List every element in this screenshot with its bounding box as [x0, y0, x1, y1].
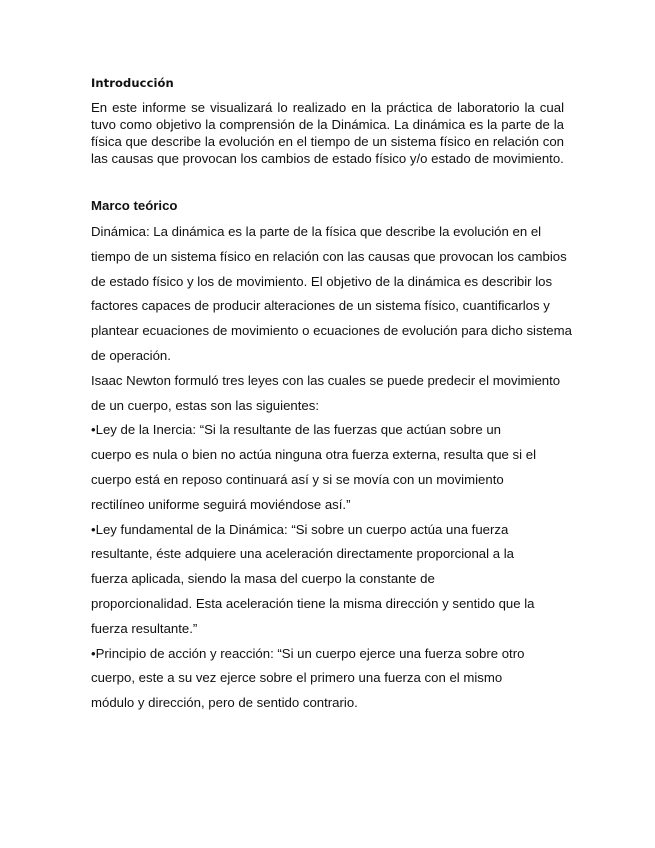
marco-line: •Principio de acción y reacción: “Si un cuerpo ejerce una fuerza sobre otro: [91, 645, 525, 661]
introduccion-heading: Introducción: [91, 76, 174, 90]
marco-line: fuerza resultante.”: [91, 620, 198, 636]
marco-line: tiempo de un sistema físico en relación con las causas que provocan los cambios: [91, 248, 567, 264]
introduccion-paragraph: En este informe se visualizará lo realizado en la práctica de laboratorio la cual tuvo como objetivo la comprensión de la Dinámica. La dinámica es la parte de la física que describe la evolución en el tiempo de un sistema físico en relación con las causas que provocan los cambios de estado físico y/o estado de movimiento.: [91, 100, 564, 166]
marco-teorico-body: [91, 220, 571, 716]
marco-line: factores capaces de producir alteraciones de un sistema físico, cuantificarlos y: [91, 298, 550, 314]
marco-line: de operación.: [91, 347, 171, 363]
marco-line: módulo y dirección, pero de sentido contrario.: [91, 695, 358, 711]
marco-line: rectilíneo uniforme seguirá moviéndose así.”: [91, 496, 351, 512]
marco-line: Isaac Newton formuló tres leyes con las cuales se puede predecir el movimiento: [91, 372, 561, 388]
marco-line: •Ley fundamental de la Dinámica: “Si sobre un cuerpo actúa una fuerza: [91, 521, 509, 537]
marco-line: resultante, éste adquiere una aceleración directamente proporcional a la: [91, 546, 514, 562]
marco-line: fuerza aplicada, siendo la masa del cuerpo la constante de: [91, 571, 435, 587]
marco-line: cuerpo es nula o bien no actúa ninguna otra fuerza externa, resulta que si el: [91, 447, 537, 463]
marco-line: cuerpo está en reposo continuará así y si se movía con un movimiento: [91, 471, 504, 487]
marco-line: de estado físico y los de movimiento. El objetivo de la dinámica es describir los: [91, 273, 553, 289]
marco-teorico-heading: Marco teórico: [91, 198, 178, 213]
marco-line: •Ley de la Inercia: “Si la resultante de las fuerzas que actúan sobre un: [91, 422, 502, 438]
marco-line: proporcionalidad. Esta aceleración tiene la misma dirección y sentido que la: [91, 595, 535, 611]
marco-line: Dinámica: La dinámica es la parte de la física que describe la evolución en el: [91, 224, 542, 239]
marco-line: cuerpo, este a su vez ejerce sobre el primero una fuerza con el mismo: [91, 670, 503, 686]
marco-line: plantear ecuaciones de movimiento o ecuaciones de evolución para dicho sistema: [91, 323, 572, 339]
marco-line: de un cuerpo, estas son las siguientes:: [91, 397, 319, 413]
